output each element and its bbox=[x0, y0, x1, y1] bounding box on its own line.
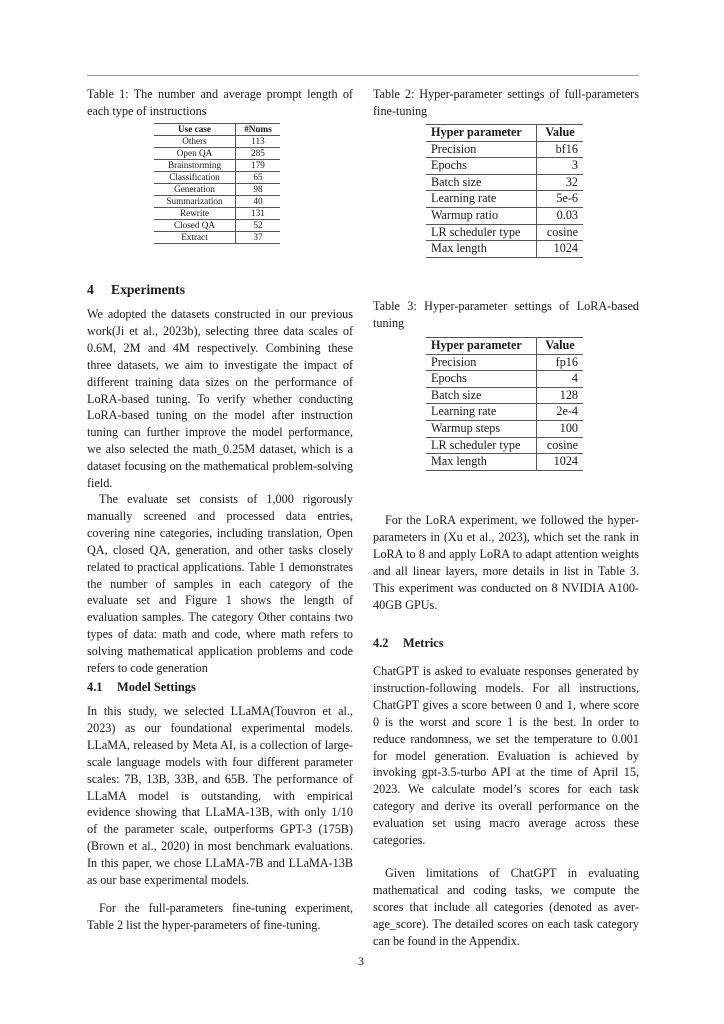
value-cell: 32 bbox=[537, 174, 584, 191]
value-cell: 128 bbox=[537, 387, 584, 404]
section-number: 4.2 bbox=[373, 636, 389, 650]
table-row bbox=[426, 158, 583, 175]
table-row bbox=[426, 454, 583, 471]
table-row bbox=[426, 207, 583, 224]
value-cell: 1024 bbox=[537, 454, 584, 471]
table-row bbox=[154, 184, 280, 196]
value-cell: fp16 bbox=[537, 354, 584, 371]
param-cell: Learning rate bbox=[426, 191, 537, 208]
table-row bbox=[426, 354, 583, 371]
table-row bbox=[154, 196, 280, 208]
table3-header-row bbox=[426, 338, 583, 355]
model-settings-paragraph-2: For the full-parameters fine-tuning experiment, Table 2 list the hyper-parameters of fine-tuning. bbox=[87, 901, 353, 932]
use-case-cell: Others bbox=[154, 136, 236, 148]
use-case-cell: Summarization bbox=[154, 196, 236, 208]
param-cell: LR scheduler type bbox=[426, 437, 537, 454]
param-cell: Epochs bbox=[426, 371, 537, 388]
section-number: 4.1 bbox=[87, 680, 103, 694]
table-row bbox=[154, 232, 280, 244]
value-cell: 1024 bbox=[537, 241, 584, 258]
section-heading-model-settings bbox=[87, 680, 196, 695]
nums-cell: 179 bbox=[236, 160, 281, 172]
value-cell: 4 bbox=[537, 371, 584, 388]
table3-header-param: Hyper parameter bbox=[426, 338, 537, 355]
param-cell: Precision bbox=[426, 141, 537, 158]
value-cell: 0.03 bbox=[537, 207, 584, 224]
use-case-cell: Classification bbox=[154, 172, 236, 184]
table2-header-param: Hyper parameter bbox=[426, 125, 537, 142]
section-title: Metrics bbox=[403, 636, 444, 650]
value-cell: 2e-4 bbox=[537, 404, 584, 421]
table1 bbox=[154, 123, 280, 244]
table3-caption: Table 3: Hyper-parameter settings of LoRA-based tuning bbox=[373, 299, 639, 330]
table-row bbox=[426, 191, 583, 208]
lora-paragraph: For the LoRA experiment, we followed the hyper-parameters in (Xu et al., 2023), which set the rank in LoRA to 8 and apply LoRA to adapt attention weights and all linear layers, more details in list in Table 3. This experiment was conducted on 8 NVIDIA A100-40GB GPUs. bbox=[373, 513, 639, 612]
table-row bbox=[426, 174, 583, 191]
table2-header-value: Value bbox=[537, 125, 584, 142]
nums-cell: 40 bbox=[236, 196, 281, 208]
metrics-paragraph-2: Given limitations of ChatGPT in evaluating mathematical and coding tasks, we compute the scores that include all categories (denoted as average_score). The detailed scores on each task category can be found in the Appendix. bbox=[373, 866, 639, 948]
value-cell: 5e-6 bbox=[537, 191, 584, 208]
model-settings-paragraph-1: In this study, we selected LLaMA(Touvron et al., 2023) as our foundational experimental models. LLaMA, released by Meta AI, is a collection of large-scale language models with four different parameter scales: 7B, 13B, 33B, and 65B. The performance of LLaMA model is outstanding, with empirical evidence showing that LLaMA-13B, with only 1/10 of the parameter scale, outperforms GPT-3 (175B)(Brown et al., 2020) in most benchmark evaluations. In this paper, we chose LLaMA-7B and LLaMA-13B as our base experimental models. bbox=[87, 704, 353, 888]
section-heading-experiments bbox=[87, 282, 185, 298]
table1-caption: Table 1: The number and average prompt length of each type of instructions bbox=[87, 87, 353, 118]
value-cell: cosine bbox=[537, 437, 584, 454]
nums-cell: 52 bbox=[236, 220, 281, 232]
table1-header-row bbox=[154, 124, 280, 136]
use-case-cell: Open QA bbox=[154, 148, 236, 160]
table3 bbox=[426, 337, 583, 471]
param-cell: Warmup steps bbox=[426, 420, 537, 437]
table-row bbox=[426, 387, 583, 404]
table-row bbox=[154, 148, 280, 160]
param-cell: Learning rate bbox=[426, 404, 537, 421]
table-row bbox=[426, 224, 583, 241]
param-cell: LR scheduler type bbox=[426, 224, 537, 241]
value-cell: cosine bbox=[537, 224, 584, 241]
section-number: 4 bbox=[87, 282, 94, 297]
table-row bbox=[154, 208, 280, 220]
table1-header-use-case: Use case bbox=[154, 124, 236, 136]
use-case-cell: Extract bbox=[154, 232, 236, 244]
section-heading-metrics bbox=[373, 636, 444, 651]
param-cell: Epochs bbox=[426, 158, 537, 175]
table-row bbox=[426, 437, 583, 454]
section-title: Experiments bbox=[111, 282, 186, 297]
param-cell: Max length bbox=[426, 241, 537, 258]
page-number: 3 bbox=[358, 954, 364, 968]
table-row bbox=[154, 136, 280, 148]
experiments-paragraph-2: The evaluate set consists of 1,000 rigorously manually screened and processed data entries, covering nine categories, including translation, Open QA, closed QA, generation, and other tasks closely related to practical applications. Table 1 demonstrates the number of samples in each category of the evaluate set and Figure 1 shows the length of evaluation samples. The category Other contains two types of data: math and code, where math refers to solving mathematical application problems and code refers to code generation bbox=[87, 492, 353, 676]
table1-header-nums: #Nums bbox=[236, 124, 281, 136]
value-cell: 3 bbox=[537, 158, 584, 175]
header-rule bbox=[87, 75, 639, 76]
table2-header-row bbox=[426, 125, 583, 142]
table2-caption: Table 2: Hyper-parameter settings of full-parameters fine-tuning bbox=[373, 87, 639, 118]
table2 bbox=[426, 124, 583, 258]
nums-cell: 113 bbox=[236, 136, 281, 148]
param-cell: Warmup ratio bbox=[426, 207, 537, 224]
section-title: Model Settings bbox=[117, 680, 196, 694]
nums-cell: 285 bbox=[236, 148, 281, 160]
param-cell: Max length bbox=[426, 454, 537, 471]
nums-cell: 37 bbox=[236, 232, 281, 244]
use-case-cell: Generation bbox=[154, 184, 236, 196]
table-row bbox=[154, 160, 280, 172]
value-cell: bf16 bbox=[537, 141, 584, 158]
table-row bbox=[426, 371, 583, 388]
value-cell: 100 bbox=[537, 420, 584, 437]
metrics-paragraph-1: ChatGPT is asked to evaluate responses generated by instruction-following models. For all instructions, ChatGPT gives a score between 0 and 1, where score 0 is the worst and score 1 is the best. In order to reduce randomness, we set the temperature to 0.001 for model generation. Evaluation is achieved by invoking gpt-3.5-turbo API at the time of April 15, 2023. We calculate model’s scores for each task category and derive its overall performance on the evaluation set using macro average across these categories. bbox=[373, 664, 639, 848]
use-case-cell: Closed QA bbox=[154, 220, 236, 232]
experiments-paragraph-1: We adopted the datasets constructed in our previous work(Ji et al., 2023b), selecting three data scales of 0.6M, 2M and 4M respectively. Combining these three datasets, we aim to investigate the impact of different training data sizes on the performance of LoRA-based tuning. To verify whether conducting LoRA-based tuning on the model after instruction tuning can further improve the model performance, we also selected the math_0.25M dataset, which is a dataset focusing on the mathematical problem-solving field. bbox=[87, 307, 353, 491]
table-row bbox=[154, 172, 280, 184]
table-row bbox=[426, 241, 583, 258]
nums-cell: 65 bbox=[236, 172, 281, 184]
table-row bbox=[426, 141, 583, 158]
param-cell: Batch size bbox=[426, 387, 537, 404]
table-row bbox=[154, 220, 280, 232]
nums-cell: 98 bbox=[236, 184, 281, 196]
param-cell: Precision bbox=[426, 354, 537, 371]
use-case-cell: Rewrite bbox=[154, 208, 236, 220]
nums-cell: 131 bbox=[236, 208, 281, 220]
table3-header-value: Value bbox=[537, 338, 584, 355]
table-row bbox=[426, 404, 583, 421]
param-cell: Batch size bbox=[426, 174, 537, 191]
table-row bbox=[426, 420, 583, 437]
use-case-cell: Brainstorming bbox=[154, 160, 236, 172]
